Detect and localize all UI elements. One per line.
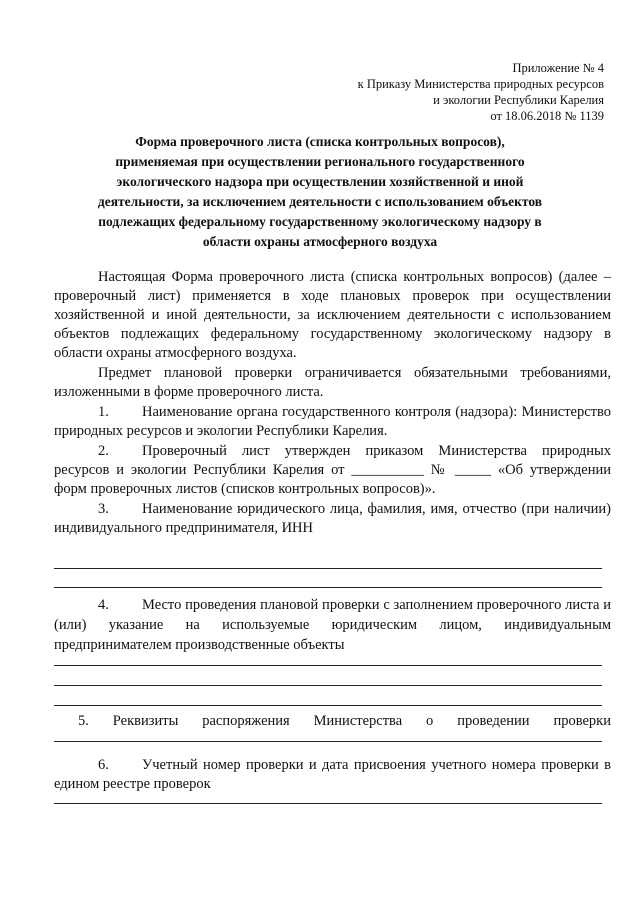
- item-word: Министерства: [313, 713, 403, 729]
- item-word: проведении: [457, 713, 530, 729]
- fill-line-item3-b[interactable]: [54, 587, 602, 588]
- item-number: 3.: [98, 501, 109, 517]
- item-word: распоряжения: [202, 713, 290, 729]
- item-text: Наименование юридического лица, фамилия, имя, отчество (при наличии) индивидуального предпринимателя, ИНН: [54, 501, 611, 536]
- item-text: Проверочный лист утвержден приказом Министерства природных ресурсов и экологии Республики Карелия от __________ № _____ «Об утверждении форм проверочных листов (списков контрольных вопросов)».: [54, 443, 611, 497]
- item-4: [54, 595, 611, 655]
- title-line: области охраны атмосферного воздуха: [202, 234, 438, 249]
- title-line: подлежащих федеральному государственному экологическому надзору в: [98, 214, 542, 229]
- intro-paragraph: Настоящая Форма проверочного листа (списка контрольных вопросов) (далее – проверочный лист) применяется в ходе плановых проверок при осуществлении хозяйственной и иной деятельности, за исключением деятельности с использованием объектов подлежащих федеральному государственному экологическому надзору в области охраны атмосферного воздуха.: [54, 269, 611, 361]
- item-number: 2.: [98, 443, 109, 459]
- item-text: Место проведения плановой проверки с заполнением проверочного листа и (или) указание на используемые юридическим лицом, индивидуальным предпринимателем производственные объекты: [54, 597, 611, 653]
- item-number: 4.: [98, 597, 109, 613]
- appendix-line: и экологии Республики Карелия: [433, 93, 604, 107]
- title-line: Форма проверочного листа (списка контрольных вопросов),: [135, 134, 505, 149]
- fill-line-item4-b[interactable]: [54, 685, 602, 686]
- document-body: [54, 268, 611, 538]
- subject-paragraph: Предмет плановой проверки ограничивается обязательными требованиями, изложенными в форме проверочного листа.: [54, 365, 611, 400]
- appendix-line: к Приказу Министерства природных ресурсов: [357, 77, 604, 91]
- appendix-header: [358, 60, 604, 124]
- fill-line-item5[interactable]: [54, 741, 602, 742]
- item-number: 1.: [98, 404, 109, 420]
- title-line: экологического надзора при осуществлении хозяйственной и иной: [116, 174, 524, 189]
- appendix-line: Приложение № 4: [512, 61, 604, 75]
- item-word: о: [426, 713, 434, 729]
- title-line: деятельности, за исключением деятельности с использованием объектов: [97, 194, 543, 209]
- item-1: [54, 403, 611, 441]
- document-title: [60, 132, 580, 252]
- item-word: Реквизиты: [112, 713, 179, 729]
- item-6: [54, 756, 611, 794]
- item-2: [54, 442, 611, 499]
- fill-line-item6[interactable]: [54, 803, 602, 804]
- title-line: применяемая при осуществлении регионального государственного: [115, 154, 525, 169]
- item-number: 5.: [78, 713, 89, 729]
- item-text: Наименование органа государственного контроля (надзора): Министерство природных ресурсов и экологии Республики Карелия.: [54, 404, 611, 439]
- item-text: Учетный номер проверки и дата присвоения учетного номера проверки в едином реестре проверок: [54, 757, 611, 792]
- appendix-line: от 18.06.2018 № 1139: [490, 109, 604, 123]
- item-5: [54, 712, 611, 731]
- item-3: [54, 500, 611, 538]
- fill-line-item4-c[interactable]: [54, 705, 602, 706]
- item-word: проверки: [553, 713, 611, 729]
- fill-line-item3-a[interactable]: [54, 568, 602, 569]
- fill-line-item4-a[interactable]: [54, 665, 602, 666]
- item-number: 6.: [98, 757, 109, 773]
